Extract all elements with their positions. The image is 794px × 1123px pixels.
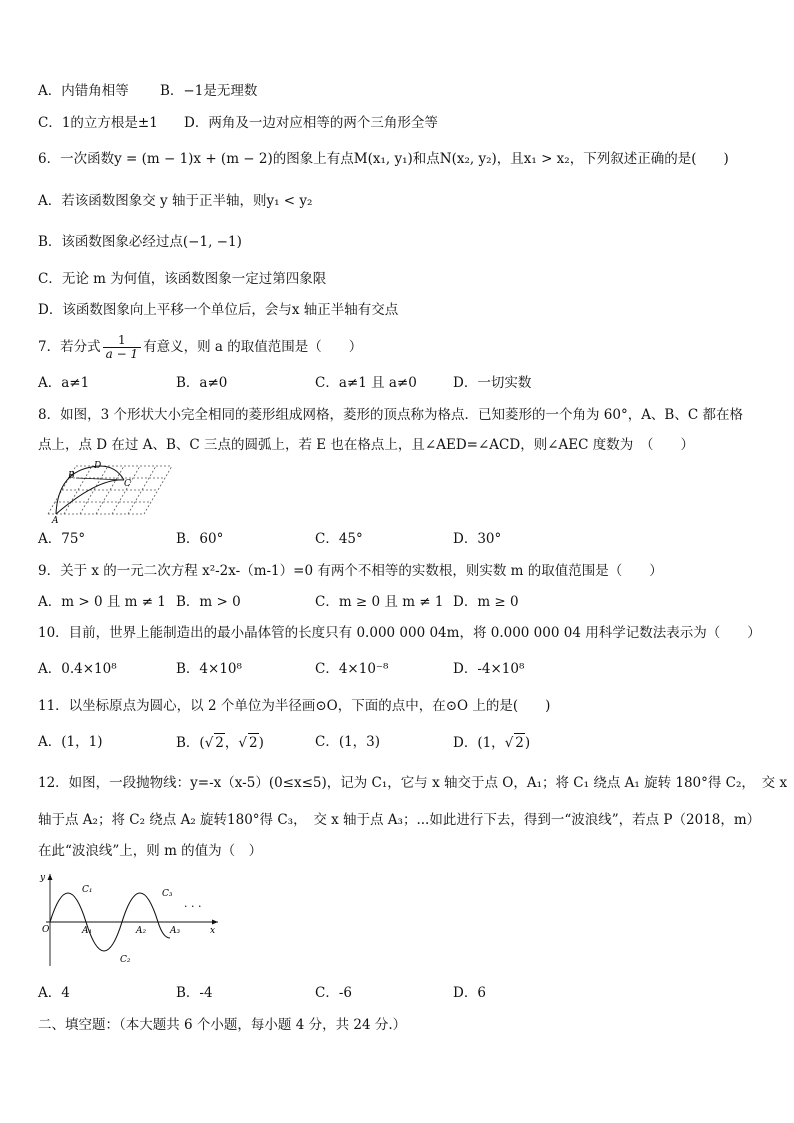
q12-option-c: C．-6 <box>315 985 352 1001</box>
q7-fraction-numerator: 1 <box>103 334 141 348</box>
q12-stem-line2: 轴于点 A₂；将 C₂ 绕点 A₂ 旋转180°得 C₃， 交 x 轴于点 A₃；...如此进行下去，得到一“波浪线”，若点 P（2018，m） <box>38 812 761 828</box>
q11-option-b: B．(√ 2，√ 2) <box>176 735 264 751</box>
q12-option-d: D．6 <box>453 985 486 1001</box>
q6-option-b: B．该函数图象必经过点(−1, −1) <box>38 234 242 250</box>
q7-option-a: A．a≠1 <box>38 375 90 391</box>
q12-option-b: B．-4 <box>176 985 213 1001</box>
q7-stem-pre: 7．若分式 <box>38 339 101 355</box>
q8-label-b: B <box>68 471 75 481</box>
q5-option-d: D．两角及一边对应相等的两个三角形全等 <box>184 115 438 131</box>
q7-stem <box>38 334 362 361</box>
q5-option-b: B．−1是无理数 <box>160 83 258 99</box>
q12-point-a2-label: A₂ <box>136 926 147 936</box>
q8-option-b: B．60° <box>176 531 224 547</box>
q12-continuation-dots: · · · <box>184 900 202 913</box>
q5-option-c: C．1的立方根是±1 <box>38 115 158 131</box>
q8-label-c: C <box>124 479 131 489</box>
q12-axis-y-label: y <box>40 873 46 883</box>
q8-stem-line2: 点上，点 D 在过 A、B、C 三点的圆弧上，若 E 也在格点上，且∠AED=∠ACD，则∠AEC 度数为 （ ） <box>38 437 694 453</box>
q12-curve-c1-label: C₁ <box>82 885 93 895</box>
q12-wave-figure <box>38 870 223 970</box>
q10-option-c: C．4×10⁻⁸ <box>315 661 389 677</box>
q7-option-b: B．a≠0 <box>176 375 228 391</box>
q11-d-pre: D．(1， <box>453 735 505 751</box>
q12-stem-line1: 12．如图，一段抛物线：y=-x（x-5）(0≤x≤5)，记为 C₁，它与 x 轴交于点 O，A₁；将 C₁ 绕点 A₁ 旋转 180°得 C₂， 交 x <box>38 775 788 791</box>
q7-option-c: C．a≠1 且 a≠0 <box>315 375 417 391</box>
q9-stem: 9．关于 x 的一元二次方程 x²-2x-（m-1）=0 有两个不相等的实数根，则实数 m 的取值范围是（ ） <box>38 563 663 579</box>
q7-stem-post: 有意义，则 a 的取值范围是（ ） <box>143 339 363 355</box>
q9-option-d: D．m ≥ 0 <box>453 594 519 610</box>
q8-stem-line1: 8．如图，3 个形状大小完全相同的菱形组成网格，菱形的顶点称为格点．已知菱形的一个角为 60°，A、B、C 都在格 <box>38 407 743 423</box>
q8-label-d: D <box>94 461 102 471</box>
q8-option-c: C．45° <box>315 531 363 547</box>
q8-option-a: A．75° <box>38 531 86 547</box>
q11-stem: 11．以坐标原点为圆心，以 2 个单位为半径画⊙O，下面的点中，在⊙O 上的是( ) <box>38 698 551 714</box>
q11-d-post: ) <box>524 735 531 751</box>
q8-label-a: A <box>52 516 59 524</box>
q12-point-a1-label: A₁ <box>82 926 93 936</box>
q10-stem: 10．目前，世界上能制造出的最小晶体管的长度只有 0.000 000 04m，将 0.000 000 04 用科学记数法表示为（ ） <box>38 625 761 641</box>
q11-option-d: D．(1，√ 2) <box>453 735 531 751</box>
q10-option-d: D．-4×10⁸ <box>453 661 525 677</box>
q12-stem-line3: 在此“波浪线”上，则 m 的值为（ ） <box>38 843 263 859</box>
q12-option-a: A．4 <box>38 985 70 1001</box>
q9-option-b: B．m > 0 <box>176 594 241 610</box>
q11-b-radicand-1: 2 <box>215 735 224 751</box>
q12-curve-c2-label: C₂ <box>120 955 131 965</box>
q12-point-a3-label: A₃ <box>170 926 181 936</box>
q11-b-radicand-2: 2 <box>249 735 258 751</box>
q9-option-a: A．m > 0 且 m ≠ 1 <box>38 594 166 610</box>
q11-b-sep: ， <box>224 735 239 751</box>
q5-option-a: A．内错角相等 <box>38 83 129 99</box>
q11-option-a: A．(1，1) <box>38 734 103 750</box>
q11-option-c: C．(1，3) <box>315 734 381 750</box>
q9-option-c: C．m ≥ 0 且 m ≠ 1 <box>315 594 444 610</box>
q8-option-d: D．30° <box>453 531 502 547</box>
q8-rhombus-grid-figure <box>38 458 178 524</box>
q6-stem: 6．一次函数y = (m − 1)x + (m − 2)的图象上有点M(x₁, y₁)和点N(x₂, y₂)，且x₁ > x₂，下列叙述正确的是( ) <box>38 151 729 167</box>
q11-d-radicand: 2 <box>515 735 524 751</box>
q11-b-post: ) <box>258 735 264 751</box>
q7-option-d: D．一切实数 <box>453 375 532 391</box>
q10-option-a: A．0.4×10⁸ <box>38 661 117 677</box>
q6-option-c: C．无论 m 为何值，该函数图象一定过第四象限 <box>38 271 327 287</box>
q6-option-a: A．若该函数图象交 y 轴于正半轴，则y₁ < y₂ <box>38 193 313 209</box>
q6-option-d: D．该函数图象向上平移一个单位后，会与x 轴正半轴有交点 <box>38 302 399 318</box>
q7-fraction-denominator: a − 1 <box>105 347 139 361</box>
q10-option-b: B．4×10⁸ <box>176 661 242 677</box>
q12-curve-c3-label: C₃ <box>162 889 173 899</box>
q12-origin-label: O <box>42 925 50 935</box>
q7-fraction <box>103 334 141 361</box>
section-2-heading: 二、填空题：（本大题共 6 个小题，每小题 4 分，共 24 分.） <box>38 1017 407 1033</box>
q12-axis-x-label: x <box>210 926 216 936</box>
q11-b-pre: B．( <box>176 735 205 751</box>
